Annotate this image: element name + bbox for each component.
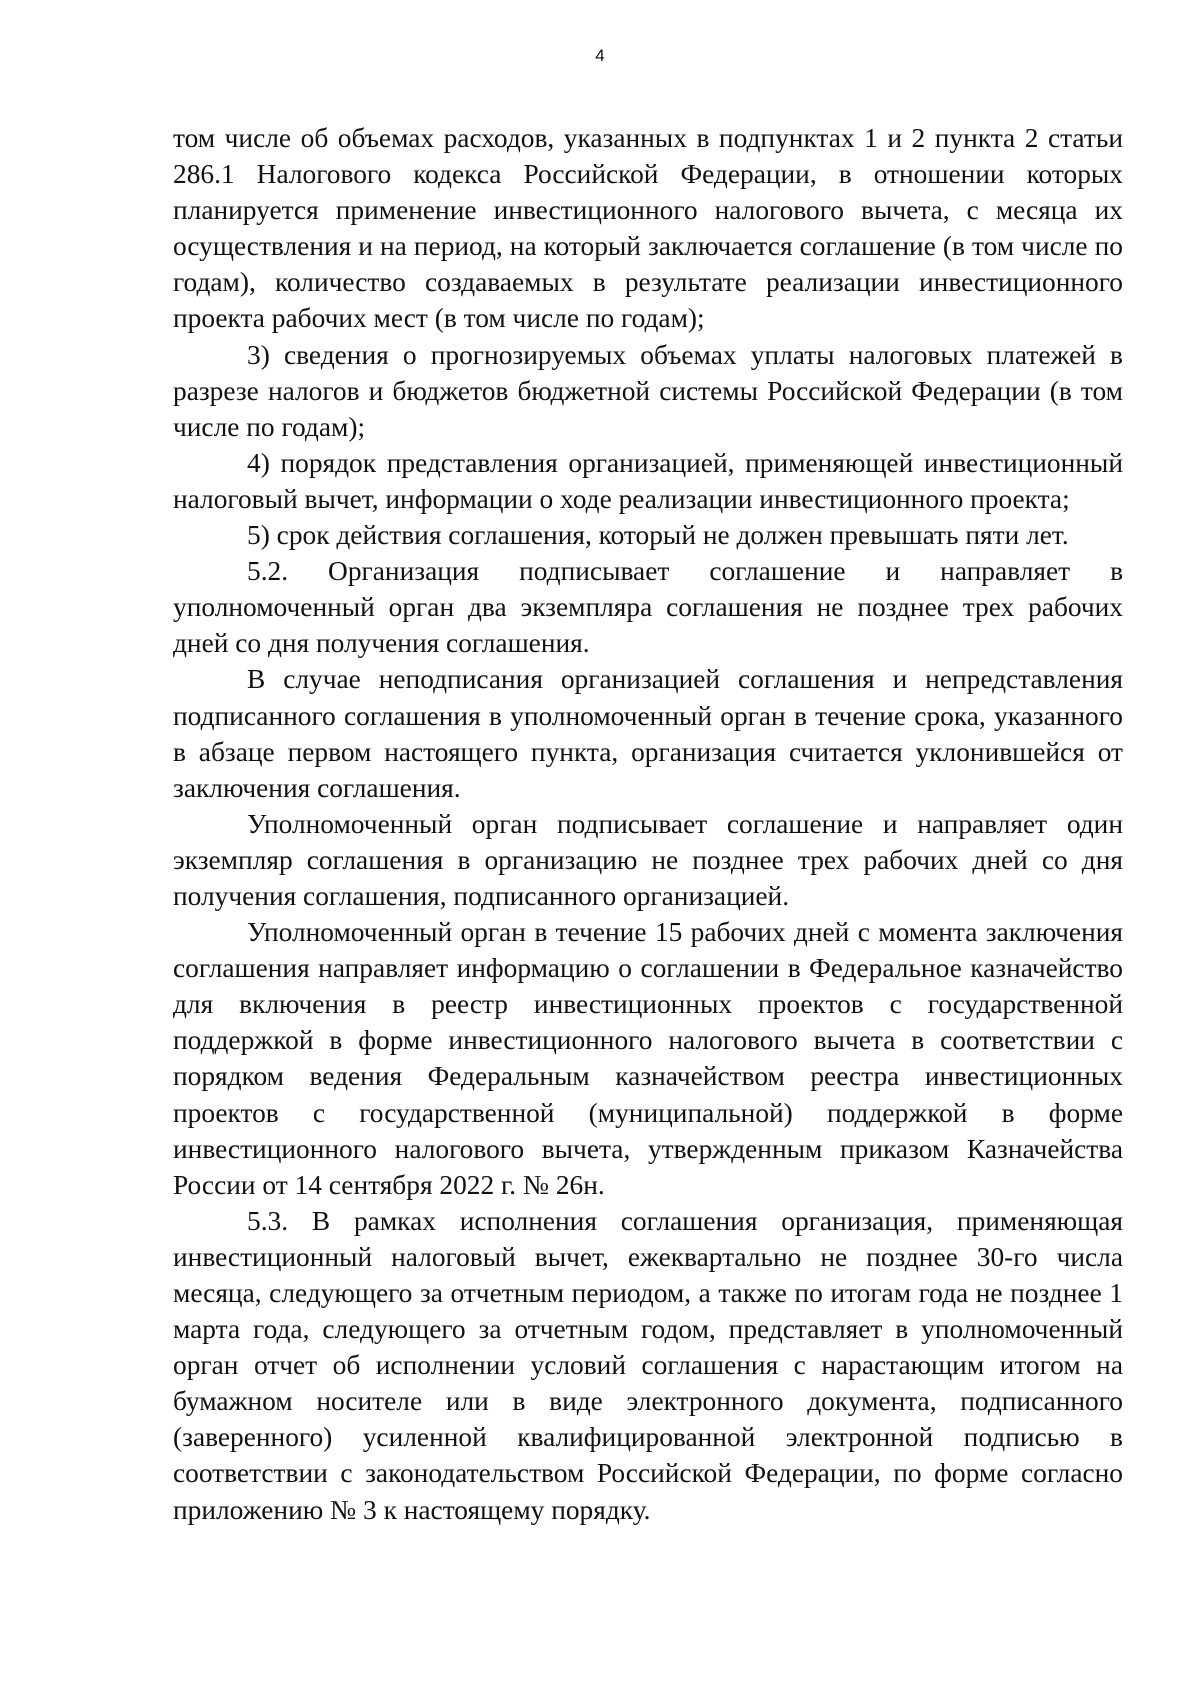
paragraph-continuation: том числе об объемах расходов, указанных в подпунктах 1 и 2 пункта 2 статьи 286.1 Налогового кодекса Российской Федерации, в отношении которых планируется применение инвестиционного налогового вычета, с месяца их осуществления и на период, на который заключается соглашение (в том числе по годам), количество создаваемых в результате реализации инвестиционного проекта рабочих мест (в том числе по годам);: [173, 123, 1123, 334]
paragraph-item-5: 5) срок действия соглашения, который не должен превышать пяти лет.: [247, 520, 1069, 551]
document-body: [173, 120, 1123, 1528]
paragraph-5-3: 5.3. В рамках исполнения соглашения организация, применяющая инвестиционный налоговый вычет, ежеквартально не позднее 30-го числа месяца, следующего за отчетным периодом, а также по итогам года не позднее 1 марта года, следующего за отчетным годом, представляет в уполномоченный орган отчет об исполнении условий соглашения с нарастающим итогом на бумажном носителе или в виде электронного документа, подписанного (заверенного) усиленной квалифицированной электронной подписью в соответствии с законодательством Российской Федерации, по форме согласно приложению № 3 к настоящему порядку.: [173, 1205, 1123, 1525]
paragraph-5-2: 5.2. Организация подписывает соглашение и направляет в уполномоченный орган два экземпляра соглашения не позднее трех рабочих дней со дня получения соглашения.: [173, 556, 1123, 659]
paragraph-refusal: В случае неподписания организацией соглашения и непредставления подписанного соглашения в уполномоченный орган в течение срока, указанного в абзаце первом настоящего пункта, организация считается уклонившейся от заключения соглашения.: [173, 664, 1123, 803]
paragraph-item-3: 3) сведения о прогнозируемых объемах уплаты налоговых платежей в разрезе налогов и бюджетов бюджетной системы Российской Федерации (в том числе по годам);: [173, 339, 1123, 442]
paragraph-authority-signs: Уполномоченный орган подписывает соглашение и направляет один экземпляр соглашения в организацию не позднее трех рабочих дней со дня получения соглашения, подписанного организацией.: [173, 808, 1123, 911]
paragraph-item-4: 4) порядок представления организацией, применяющей инвестиционный налоговый вычет, информации о ходе реализации инвестиционного проекта;: [173, 447, 1123, 514]
page-number: 4: [595, 46, 605, 65]
paragraph-treasury-register: Уполномоченный орган в течение 15 рабочих дней с момента заключения соглашения направляет информацию о соглашении в Федеральное казначейство для включения в реестр инвестиционных проектов с государственной поддержкой в форме инвестиционного налогового вычета в соответствии с порядком ведения Федеральным казначейством реестра инвестиционных проектов с государственной (муниципальной) поддержкой в форме инвестиционного налогового вычета, утвержденным приказом Казначейства России от 14 сентября 2022 г. № 26н.: [173, 917, 1123, 1200]
